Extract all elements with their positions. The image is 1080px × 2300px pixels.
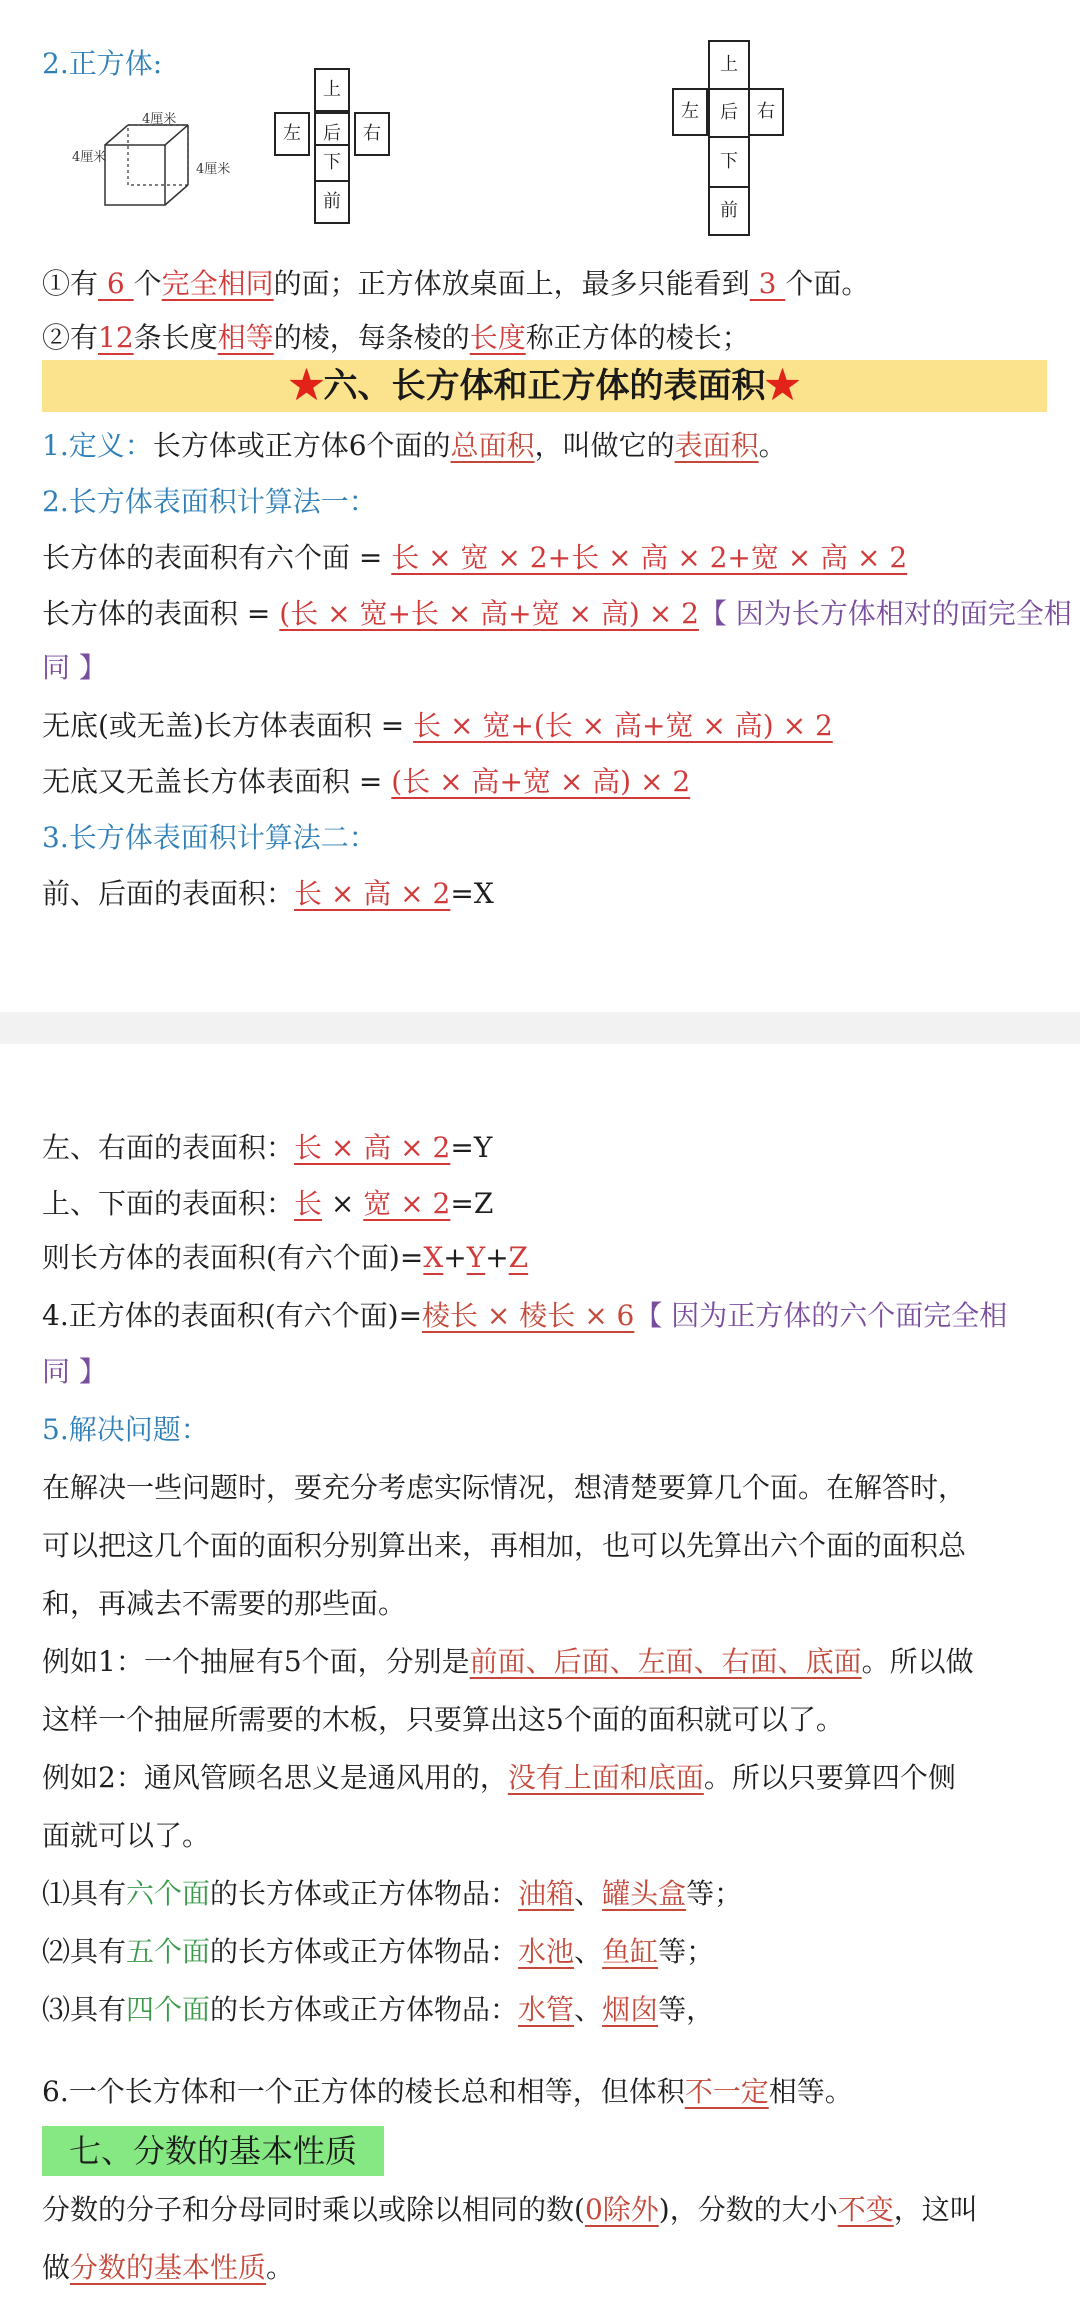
- example2-line2: 面就可以了。: [42, 1819, 211, 1852]
- cube-edges-line: [42, 318, 750, 358]
- section7-line2: [42, 2248, 294, 2288]
- formula: 长 × 高 × 2: [294, 877, 451, 910]
- section7-line1: [42, 2190, 978, 2230]
- method2-line4: [42, 1238, 528, 1278]
- net2-left: 左: [672, 88, 708, 136]
- text: ，叫做它的: [534, 429, 675, 462]
- answer: 前面、后面、左面、右面、底面: [469, 1645, 862, 1678]
- text: 例如2：通风管顾名思义是通风用的，: [42, 1761, 508, 1794]
- text: 的长方体或正方体物品：: [210, 1993, 519, 2026]
- solve-paragraph-1: 在解决一些问题时，要充分考虑实际情况，想清楚要算几个面。在解答时，: [42, 1471, 967, 1504]
- answer: 12: [98, 321, 134, 354]
- item-five-faces: [42, 1932, 714, 1972]
- answer: 0除外: [584, 2193, 659, 2226]
- method1-line2-cont: 同 】: [42, 651, 107, 684]
- cube-label-left: 4厘米: [72, 150, 107, 165]
- cube-label-right: 4厘米: [196, 162, 231, 177]
- text: 的长方体或正方体物品：: [210, 1877, 519, 1910]
- text: 。所以只要算四个侧: [703, 1761, 956, 1794]
- formula: 长 × 高 × 2: [294, 1131, 451, 1164]
- note: 【 因为长方体相对的面完全相: [698, 597, 1072, 630]
- text: 、: [574, 1877, 603, 1910]
- method2-line3: [42, 1184, 493, 1224]
- method2-heading: 3.长方体表面积计算法二：: [42, 821, 377, 854]
- text: 长方体的表面积有六个面 =: [42, 541, 392, 574]
- text: +: [443, 1241, 467, 1274]
- text: 等；: [686, 1877, 743, 1910]
- answer: 完全相同: [161, 267, 274, 300]
- text: 4.正方体的表面积(有六个面)=: [42, 1299, 423, 1332]
- answer: 烟囱: [602, 1993, 659, 2026]
- text: =Y: [450, 1131, 493, 1164]
- text: ⑴具有: [42, 1877, 127, 1910]
- answer: 相等: [217, 321, 274, 354]
- method1-line1: [42, 538, 907, 578]
- text: 长方体或正方体6个面的: [152, 429, 451, 462]
- cube-faces-line: [42, 264, 869, 304]
- cube-net-2: [672, 40, 812, 240]
- solve-paragraph-3: 和，再减去不需要的那些面。: [42, 1587, 407, 1620]
- text: =X: [450, 877, 494, 910]
- answer: 鱼缸: [602, 1935, 659, 1968]
- note: 【 因为正方体的六个面完全相: [634, 1299, 1008, 1332]
- formula: Z: [508, 1241, 529, 1274]
- answer: 分数的基本性质: [70, 2251, 267, 2284]
- text: 例如1：一个抽屉有5个面，分别是: [42, 1645, 470, 1678]
- text: +: [485, 1241, 509, 1274]
- text: 则长方体的表面积(有六个面)=: [42, 1241, 424, 1274]
- text: 称正方体的棱长；: [525, 321, 750, 354]
- text: 个: [133, 267, 162, 300]
- text: 等，: [658, 1993, 715, 2026]
- formula: 棱长 × 棱长 × 6: [422, 1299, 635, 1332]
- answer: 3: [749, 267, 786, 300]
- text: 条长度: [133, 321, 218, 354]
- text: 前、后面的表面积：: [42, 877, 295, 910]
- method1-line3: [42, 706, 833, 746]
- formula: 长 × 宽+(长 × 高+宽 × 高) × 2: [413, 709, 833, 742]
- cube-label-top: 4厘米: [142, 112, 177, 127]
- example1-line1: [42, 1642, 974, 1682]
- text: ×: [322, 1187, 364, 1220]
- text: ②有: [42, 321, 99, 354]
- net2-front: 前: [708, 186, 750, 236]
- formula: (长 × 高+宽 × 高) × 2: [391, 765, 691, 798]
- text: )，分数的大小: [658, 2193, 838, 2226]
- text: 无底又无盖长方体表面积 =: [42, 765, 392, 798]
- text: =Z: [450, 1187, 494, 1220]
- text: 分数的分子和分母同时乘以或除以相同的数(: [42, 2193, 585, 2226]
- net2-bottom: 下: [708, 136, 750, 188]
- text: 相等。: [768, 2075, 853, 2108]
- answer: 长度: [469, 321, 526, 354]
- answer: 水池: [518, 1935, 575, 1968]
- star-icon: ★: [289, 366, 324, 406]
- answer: 6: [98, 267, 134, 300]
- cube-drawing: [70, 110, 240, 240]
- text: ⑶具有: [42, 1993, 127, 2026]
- section6-banner: [42, 360, 1047, 412]
- text: 。所以做: [861, 1645, 974, 1678]
- text: 长方体的表面积 =: [42, 597, 280, 630]
- answer: 表面积: [674, 429, 759, 462]
- text: 、: [574, 1935, 603, 1968]
- text: 无底(或无盖)长方体表面积 =: [42, 709, 414, 742]
- text: ，这叫: [893, 2193, 978, 2226]
- item-six-faces: [42, 1874, 742, 1914]
- method2-line2: [42, 1128, 492, 1168]
- text: 的长方体或正方体物品：: [210, 1935, 519, 1968]
- formula: 长: [294, 1187, 323, 1220]
- section7-banner: 七、分数的基本性质: [42, 2126, 384, 2176]
- formula: 长 × 宽 × 2+长 × 高 × 2+宽 × 高 × 2: [391, 541, 908, 574]
- formula: (长 × 宽+长 × 高+宽 × 高) × 2: [279, 597, 699, 630]
- text: ⑵具有: [42, 1935, 127, 1968]
- star-icon: ★: [765, 366, 800, 406]
- example1-line2: 这样一个抽屉所需要的木板，只要算出这5个面的面积就可以了。: [42, 1703, 844, 1736]
- cube-area-line-cont: 同 】: [42, 1355, 107, 1388]
- page-separator: [0, 1012, 1080, 1044]
- net1-front: 前: [314, 180, 350, 224]
- example2-line1: [42, 1758, 956, 1798]
- formula: 宽 × 2: [363, 1187, 451, 1220]
- highlight: 六个面: [126, 1877, 211, 1910]
- net1-right: 右: [354, 112, 390, 156]
- cube-heading: 2.正方体:: [42, 47, 163, 80]
- net1-bottom: 下: [314, 144, 350, 182]
- text: 左、右面的表面积：: [42, 1131, 295, 1164]
- method1-line4: [42, 762, 690, 802]
- cube-net-1: [274, 68, 394, 228]
- formula: Y: [466, 1241, 486, 1274]
- answer: 罐头盒: [602, 1877, 687, 1910]
- solve-heading: 5.解决问题：: [42, 1413, 209, 1446]
- text: 等；: [658, 1935, 715, 1968]
- text: ①有: [42, 267, 99, 300]
- answer: 油箱: [518, 1877, 575, 1910]
- solve-paragraph-2: 可以把这几个面的面积分别算出来，再相加，也可以先算出六个面的面积总: [42, 1529, 967, 1562]
- label: 1.定义：: [42, 429, 153, 462]
- method1-line2: [42, 594, 1072, 634]
- text: 的面；正方体放桌面上，最多只能看到: [273, 267, 750, 300]
- formula: X: [423, 1241, 444, 1274]
- text: 个面。: [785, 267, 870, 300]
- answer: 水管: [518, 1993, 575, 2026]
- method1-heading: 2.长方体表面积计算法一：: [42, 485, 377, 518]
- method2-line1: [42, 874, 494, 914]
- answer: 不一定: [684, 2075, 769, 2108]
- text: 、: [574, 1993, 603, 2026]
- section6-title: 六、长方体和正方体的表面积: [323, 366, 766, 406]
- highlight: 四个面: [126, 1993, 211, 2026]
- answer: 总面积: [450, 429, 535, 462]
- text: 。: [266, 2251, 295, 2284]
- text: 的棱，每条棱的: [273, 321, 470, 354]
- answer: 没有上面和底面: [507, 1761, 704, 1794]
- highlight: 五个面: [126, 1935, 211, 1968]
- net1-top: 上: [314, 68, 350, 112]
- definition-line: [42, 426, 787, 466]
- item-four-faces: [42, 1990, 714, 2030]
- text: 6.一个长方体和一个正方体的棱长总和相等，但体积: [42, 2075, 685, 2108]
- net2-back: 后: [708, 88, 750, 138]
- text: 上、下面的表面积：: [42, 1187, 295, 1220]
- cube-area-line: [42, 1296, 1007, 1336]
- text: 。: [758, 429, 787, 462]
- answer: 不变: [837, 2193, 894, 2226]
- net2-top: 上: [708, 40, 750, 90]
- net2-right: 右: [748, 88, 784, 136]
- point6-line: [42, 2072, 853, 2112]
- text: 做: [42, 2251, 71, 2284]
- net1-left: 左: [274, 112, 310, 156]
- net1-back: 后: [314, 112, 350, 156]
